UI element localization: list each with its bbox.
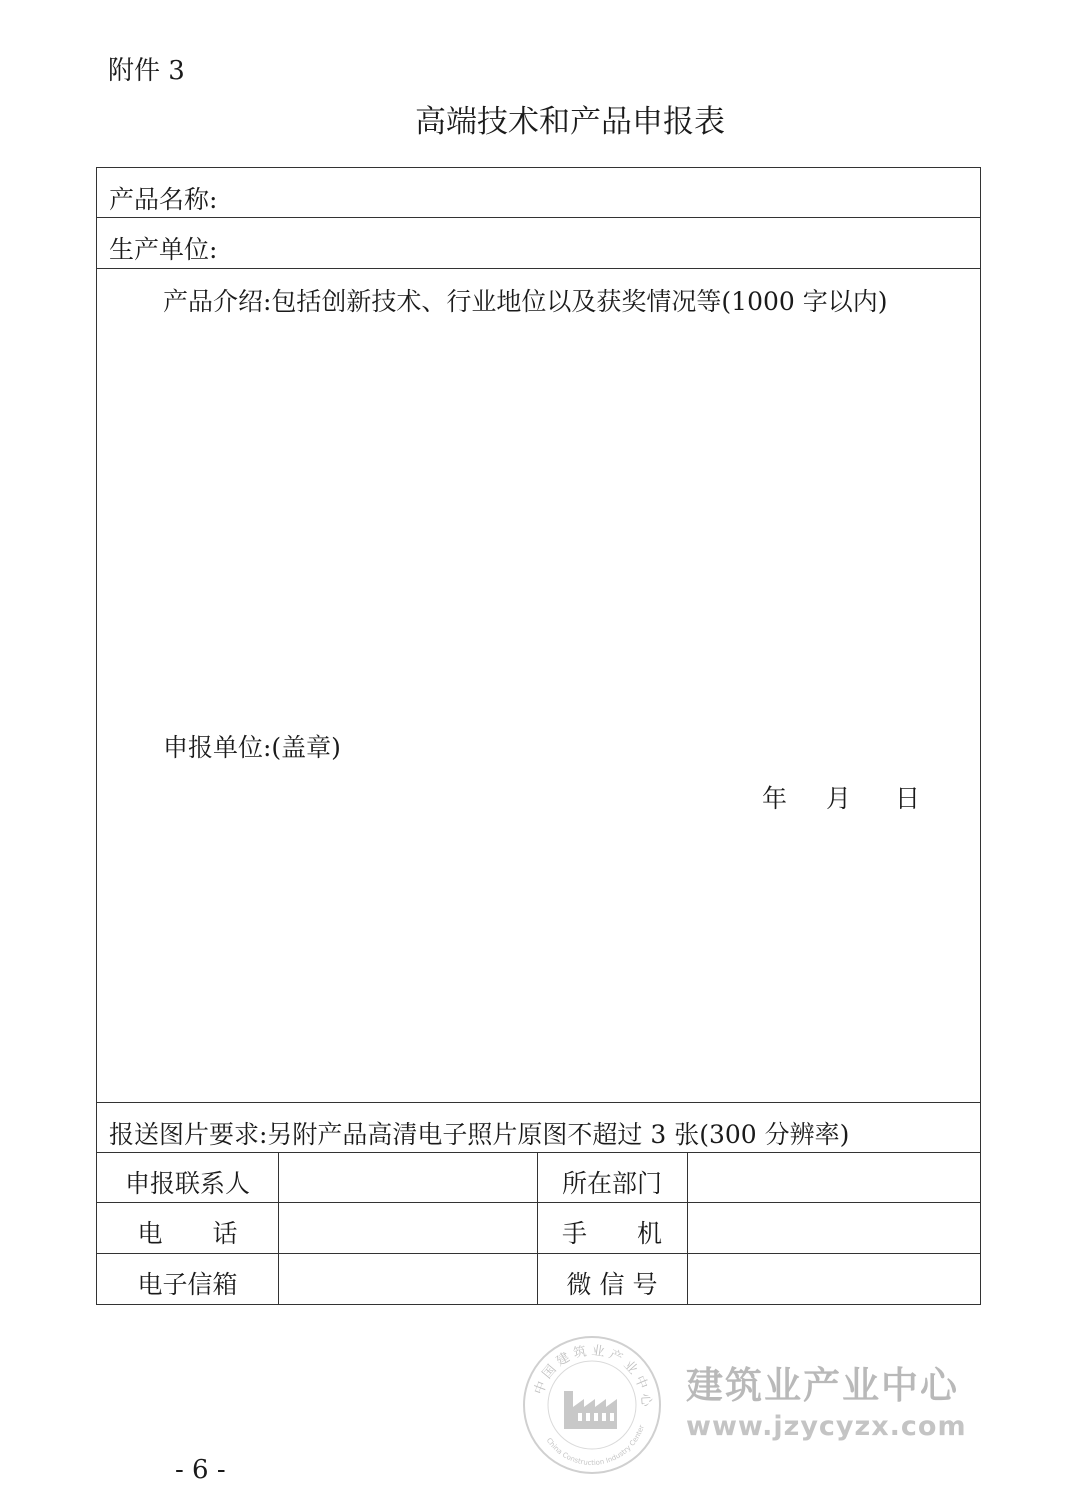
phone-label: 电 话 — [137, 1219, 238, 1248]
email-label: 电子信箱 — [137, 1270, 238, 1299]
watermark-name: 建筑业产业中心 — [686, 1364, 959, 1407]
factory-icon — [564, 1391, 617, 1429]
date-day: 日 — [895, 784, 921, 813]
product-intro-field[interactable] — [107, 323, 967, 1093]
seal-ring-en: China Construction Industry Center — [544, 1424, 646, 1468]
page-title: 高端技术和产品申报表 — [415, 104, 725, 140]
wechat-field[interactable] — [691, 1257, 976, 1301]
wechat-label: 微 信 号 — [566, 1270, 658, 1299]
product-name-field[interactable] — [237, 172, 967, 214]
watermark-seal — [520, 1333, 665, 1478]
application-form — [96, 167, 981, 1305]
manufacturer-field[interactable] — [237, 222, 967, 264]
date-month: 月 — [826, 784, 852, 813]
mobile-field[interactable] — [691, 1206, 976, 1250]
contact-person-field[interactable] — [281, 1156, 533, 1200]
product-name-label: 产品名称: — [109, 185, 218, 214]
department-field[interactable] — [691, 1156, 976, 1200]
photo-requirement: 报送图片要求:另附产品高清电子照片原图不超过 3 张(300 分辨率) — [109, 1120, 850, 1149]
date-year: 年 — [762, 784, 788, 813]
phone-field[interactable] — [281, 1206, 533, 1250]
email-field[interactable] — [281, 1257, 533, 1301]
attachment-label: 附件 3 — [108, 56, 185, 86]
applicant-seal-label: 申报单位:(盖章) — [163, 733, 341, 762]
page-number: - 6 - — [175, 1455, 226, 1485]
watermark-url: www.jzycyzx.com — [686, 1411, 967, 1442]
manufacturer-label: 生产单位: — [109, 235, 218, 264]
contact-person-label: 申报联系人 — [124, 1169, 250, 1198]
mobile-label: 手 机 — [561, 1219, 662, 1248]
department-label: 所在部门 — [561, 1169, 662, 1198]
product-intro-label: 产品介绍:包括创新技术、行业地位以及获奖情况等(1000 字以内) — [163, 287, 888, 316]
seal-ring-cn: 中国建筑业产业中心 — [531, 1343, 654, 1411]
